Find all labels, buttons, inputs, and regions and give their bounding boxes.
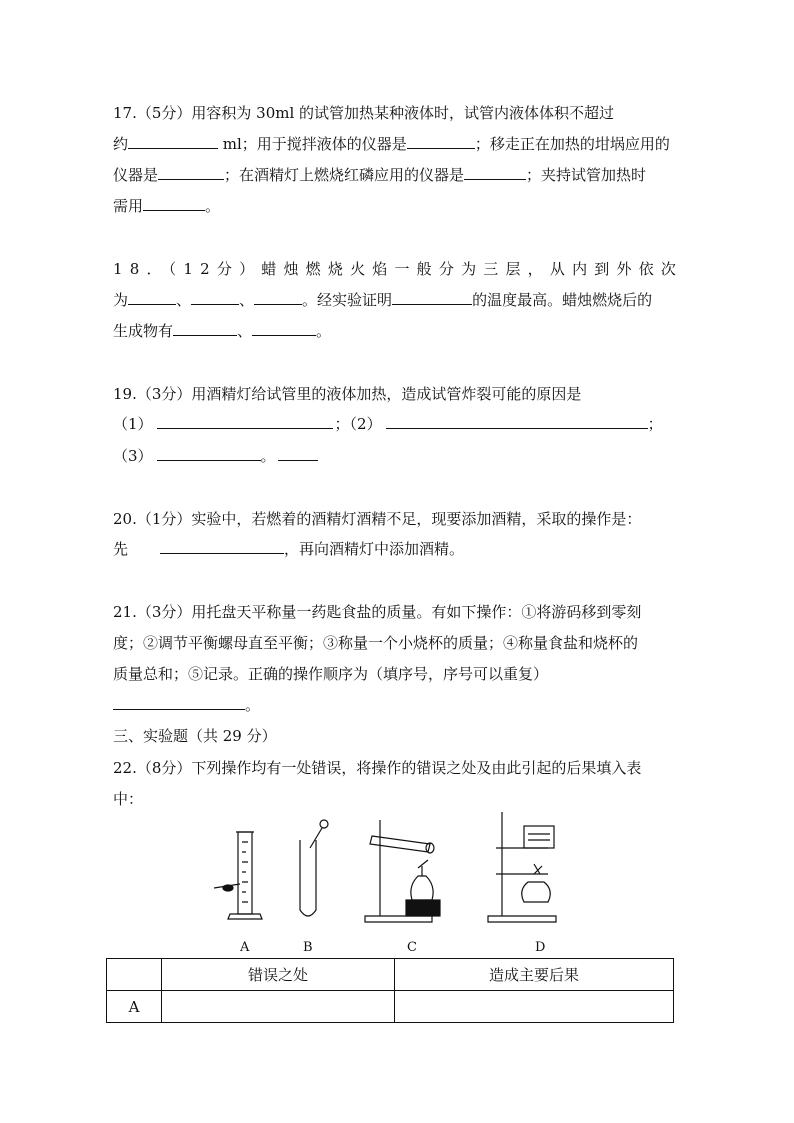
- answer-blank[interactable]: [128, 290, 176, 305]
- text: ；（2）: [334, 415, 382, 433]
- text: 、: [237, 322, 253, 340]
- answer-blank[interactable]: [113, 695, 245, 710]
- q18-line3: [113, 321, 331, 341]
- section-title: 三、实验题（共 29 分）: [113, 727, 277, 745]
- text: 约: [113, 135, 129, 153]
- text: （3）: [113, 447, 153, 465]
- q18-line1: 18．（12分）蜡烛燃烧火焰一般分为三层，从内到外依次: [113, 260, 684, 278]
- answer-blank[interactable]: [157, 446, 261, 461]
- text: ；夹持试管加热时: [526, 166, 647, 184]
- q17-line2: [113, 134, 670, 154]
- q18-line2: [113, 290, 652, 310]
- q21-line2: 度；②调节平衡螺母直至平衡；③称量一个小烧杯的质量；④称量食盐和烧杯的: [113, 634, 639, 652]
- table-cell: A: [107, 991, 162, 1023]
- figure-label-c: C: [407, 940, 417, 955]
- table-row: [107, 991, 674, 1023]
- graduated-cylinder-figure: [214, 832, 262, 919]
- text: 需用: [113, 197, 144, 215]
- text: 为: [113, 291, 129, 309]
- text: ，再向酒精灯中添加酒精。: [284, 540, 465, 558]
- apparatus-figure: [200, 812, 600, 932]
- q21-line3: 质量总和；⑤记录。正确的操作顺序为（填序号，序号可以重复）: [113, 665, 549, 683]
- answer-blank[interactable]: [254, 290, 302, 305]
- answer-blank[interactable]: [464, 165, 526, 180]
- text: 。经实验证明: [302, 291, 393, 309]
- answer-blank[interactable]: [143, 196, 205, 211]
- text: 先: [113, 540, 129, 558]
- beaker-heating-figure: [488, 812, 556, 922]
- text: ；在酒精灯上燃烧红磷应用的仪器是: [224, 166, 465, 184]
- figure-label-a: A: [240, 940, 250, 955]
- heating-setup-figure: [365, 820, 440, 922]
- answer-blank[interactable]: [278, 446, 318, 461]
- q22-line2: 中：: [113, 790, 144, 808]
- text: 。: [205, 197, 221, 215]
- figure-label-b: B: [303, 940, 313, 955]
- q17-line4: [113, 196, 220, 216]
- text: 、: [176, 291, 192, 309]
- table-input-cell[interactable]: [395, 991, 674, 1023]
- text: ml；用于搅拌液体的仪器是: [218, 135, 407, 153]
- q20-line2: [113, 539, 464, 559]
- text: ；: [647, 415, 663, 433]
- text: 的温度最高。蜡烛燃烧后的: [472, 291, 653, 309]
- q21-line4: [113, 695, 260, 715]
- text: ；移走正在加热的坩埚应用的: [474, 135, 670, 153]
- q17-line1: 17.（5分）用容积为 30ml 的试管加热某种液体时，试管内液体体积不超过: [113, 104, 615, 122]
- text: （1）: [113, 415, 153, 433]
- q19-line2: [113, 414, 663, 434]
- text: 。: [316, 322, 332, 340]
- table-header-row: [107, 959, 674, 991]
- q19-line1: 19.（3分）用酒精灯给试管里的液体加热，造成试管炸裂可能的原因是: [113, 385, 582, 403]
- text: 。: [245, 696, 261, 714]
- answer-blank[interactable]: [128, 134, 218, 149]
- answer-blank[interactable]: [386, 414, 648, 429]
- text: 生成物有: [113, 322, 174, 340]
- table-header-cell: [107, 959, 162, 991]
- answer-blank[interactable]: [157, 414, 333, 429]
- answer-blank[interactable]: [252, 321, 316, 336]
- q21-line1: 21.（3分）用托盘天平称量一药匙食盐的质量。有如下操作：①将游码移到零刻: [113, 603, 642, 621]
- q20-line1: 20.（1分）实验中，若燃着的酒精灯酒精不足，现要添加酒精，采取的操作是：: [113, 510, 642, 528]
- test-tube-figure: [300, 820, 328, 916]
- answer-blank[interactable]: [407, 134, 475, 149]
- answer-blank[interactable]: [160, 539, 284, 554]
- table-input-cell[interactable]: [162, 991, 395, 1023]
- q22-line1: 22.（8分）下列操作均有一处错误，将操作的错误之处及由此引起的后果填入表: [113, 759, 642, 777]
- answer-table: [106, 958, 674, 1023]
- answer-blank[interactable]: [191, 290, 239, 305]
- table-header-cell: 错误之处: [162, 959, 395, 991]
- answer-blank[interactable]: [392, 290, 472, 305]
- q19-line3: [113, 446, 318, 466]
- text: 仪器是: [113, 166, 159, 184]
- text: 。: [260, 447, 276, 465]
- table-header-cell: 造成主要后果: [395, 959, 674, 991]
- answer-blank[interactable]: [173, 321, 237, 336]
- figure-label-d: D: [535, 940, 546, 955]
- answer-blank[interactable]: [158, 165, 224, 180]
- q17-line3: [113, 165, 646, 185]
- text: 、: [239, 291, 255, 309]
